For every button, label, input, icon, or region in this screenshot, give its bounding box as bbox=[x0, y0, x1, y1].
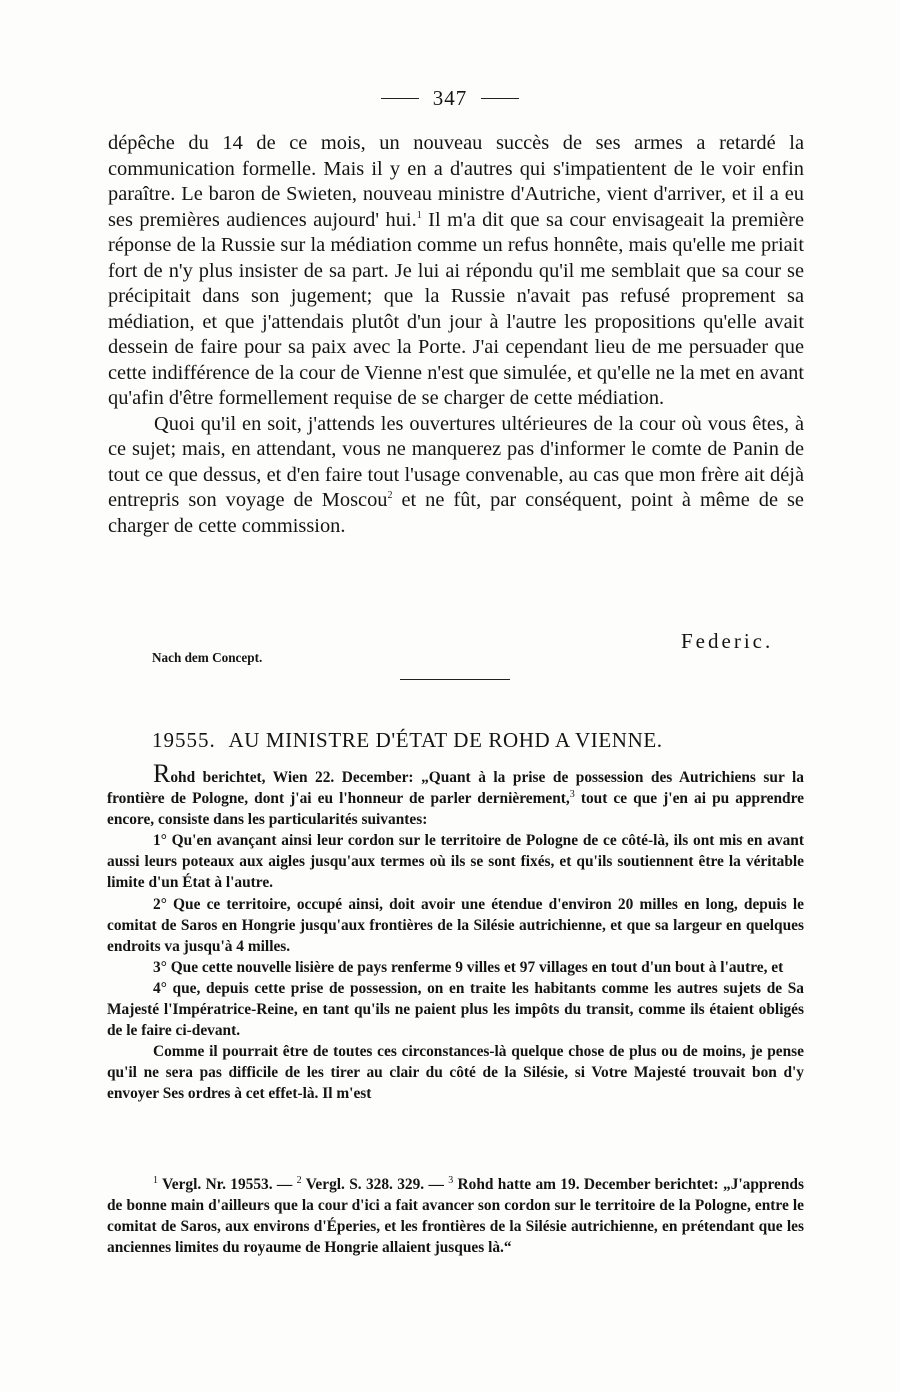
source-note: Nach dem Concept. bbox=[152, 650, 263, 665]
header-dash-left bbox=[381, 98, 419, 99]
report-excerpt bbox=[107, 759, 804, 1105]
footnote-3-mark: 3 bbox=[448, 1174, 454, 1186]
page-number: 347 bbox=[432, 86, 468, 110]
footnote-1-mark: 1 bbox=[153, 1174, 158, 1186]
drop-cap: R bbox=[153, 759, 171, 788]
footnote-ref-3: 3 bbox=[569, 788, 575, 800]
report-closing: Comme il pourrait être de toutes ces circonstances-là quelque chose de plus ou de moins, je pense qu'il ne sera pas difficile de les tirer au clair du côté de la Silésie, si Votre Majesté trouvait bon d'y envoyer Ses ordres à cet effet-là. Il m'est bbox=[107, 1043, 804, 1103]
document-title: AU MINISTRE D'ÉTAT DE ROHD A VIENNE. bbox=[228, 728, 663, 752]
body-paragraph-1 bbox=[108, 131, 804, 412]
header-dash-right bbox=[481, 98, 519, 99]
footnote-3: Rohd hatte am 19. December berichtet: „J'apprends de bonne main d'ailleurs que la cour d'ici a fait avancer son cordon sur le territoire de la Pologne, entre le comitat de Saros, aux environs d'Éperies, et les frontières de la Silésie autrichienne, en prétendant que les anciennes limites du royaume de Hongrie allaient jusques là.“ bbox=[107, 1176, 804, 1257]
report-point-3: 3° Que cette nouvelle lisière de pays renferme 9 villes et 97 villages en tout d'un bout à l'autre, et bbox=[153, 958, 784, 976]
footnote-2: Vergl. S. 328. 329. — bbox=[305, 1176, 444, 1193]
paragraph-2-text: Quoi qu'il en soit, j'attends les ouvertures ultérieures de la cour où vous êtes, à ce sujet; mais, en attendant, vous ne manquerez pas d'informer le comte de Panin de tout ce que dessus, et d'en faire tout l'usage convenable, au cas que mon frère ait déjà entrepris son voyage de Moscou bbox=[108, 412, 804, 511]
document-heading bbox=[152, 728, 802, 753]
paragraph-1-continued: Il m'a dit que sa cour envisageait la première réponse de la Russie sur la médiation comme un refus honnête, mais qu'elle me priait fort de n'y plus insister de sa part. Je lui ai répondu qu'il me semblait que sa cour se précipitait dans son jugement; que la Russie n'avait pas refusé proprement sa médiation, et que j'attendais plutôt d'un jour à l'autre les propositions qu'elle avait dessein de faire pour sa paix avec la Porte. J'ai cependant lieu de me persuader que cette indifférence de la cour de Vienne n'est que simulée, et qu'elle ne la met en avant qu'afin d'être formellement requise de se charger de cette médiation. bbox=[108, 208, 804, 409]
body-paragraph-2 bbox=[108, 412, 804, 540]
paragraph-2-continued: et ne fût, par conséquent, point à même de se charger de cette commission. bbox=[108, 489, 804, 537]
footnote-ref-1: 1 bbox=[416, 209, 422, 221]
report-point-2: 2° Que ce territoire, occupé ainsi, doit avoir une étendue d'environ 20 milles en long, depuis le comitat de Saros en Hongrie jusqu'aux frontières de la Silésie autrichienne, et que sa largeur en quelques endroits va jusqu'à 4 milles. bbox=[107, 895, 804, 955]
report-intro-continued: tout ce que j'en ai pu apprendre encore, consiste dans les particularités suivantes: bbox=[107, 790, 804, 829]
section-divider bbox=[400, 679, 510, 680]
report-intro-text: ohd berichtet, Wien 22. December: „Quant à la prise de possession des Autrichiens sur la frontière de Pologne, dont j'ai eu l'honneur de parler dernièrement, bbox=[107, 769, 804, 808]
footnote-ref-2: 2 bbox=[387, 490, 393, 502]
page-header bbox=[0, 86, 900, 111]
footnote-2-mark: 2 bbox=[296, 1174, 302, 1186]
footnote-1: Vergl. Nr. 19553. — bbox=[162, 1176, 293, 1193]
letter-body bbox=[108, 131, 804, 539]
report-point-1: 1° Qu'en avançant ainsi leur cordon sur le territoire de Pologne de ce côté-là, ils ont mis en avant aussi leurs poteaux aux aigles jusqu'aux termes où ils se sont fixés, et qu'ils soutiennent être la véritable limite d'un État à l'autre. bbox=[107, 832, 804, 892]
report-point-4: 4° que, depuis cette prise de possession, on en traite les habitants comme les autres sujets de Sa Majesté l'Impératrice-Reine, en tant qu'ils ne paient plus les impôts du transit, comme ils étaient obligés de le faire ci-devant. bbox=[107, 979, 804, 1040]
footnote-block bbox=[107, 1174, 804, 1258]
document-number: 19555. bbox=[152, 728, 216, 752]
paragraph-1-text: dépêche du 14 de ce mois, un nouveau succès de ses armes a retardé la communication formelle. Mais il y en a d'autres qui s'impatientent de le voir enfin paraître. Le baron de Swieten, nouveau ministre d'Autriche, vient d'arriver, et il a eu ses premières audiences aujourd' hui. bbox=[108, 132, 804, 231]
signature: Federic. bbox=[681, 629, 774, 653]
report-intro bbox=[107, 759, 804, 830]
footnotes bbox=[107, 1174, 804, 1258]
